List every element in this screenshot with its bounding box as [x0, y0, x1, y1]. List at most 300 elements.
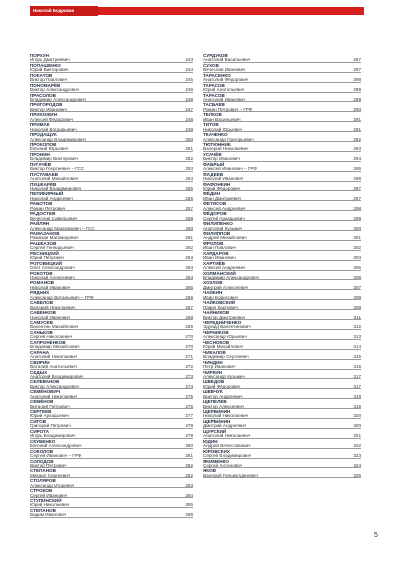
toc-entry	[30, 93, 193, 103]
entry-surname: ТАРАСЕНКО	[203, 72, 231, 78]
entry-surname: САМУСЕВ	[30, 320, 53, 326]
entry-surname: ХАРТИЁВ	[203, 260, 225, 266]
entry-surname: ХАРДАРОВ	[203, 250, 229, 256]
toc-entry	[30, 73, 193, 83]
entry-surname: ЧИНДИН	[203, 359, 223, 365]
entry-given-names: Иван Павлович	[203, 245, 236, 251]
entry-surname: ПОРХУН	[30, 53, 50, 58]
entry-given-names: Игорь Владимирович	[30, 433, 76, 439]
entry-given-names: Николай Алексеевич	[30, 274, 75, 280]
entry-page-number: 245	[185, 77, 193, 83]
entry-given-names: Николай Иванович	[203, 176, 244, 182]
entry-page-number: 297	[353, 195, 361, 201]
toc-entry	[203, 152, 361, 162]
toc-entry	[203, 399, 361, 409]
entry-surname: ЧЕСНОКОВ	[203, 339, 230, 345]
entry-given-names: Дмитрий Алексеевич	[203, 284, 249, 290]
entry-page-number: 311	[353, 314, 361, 320]
entry-surname: ТАРАСОВ	[203, 82, 225, 88]
toc-entry	[203, 251, 361, 261]
entry-surname: ЯКОВ	[203, 468, 216, 474]
entry-page-number: 273	[185, 373, 193, 379]
entry-surname: ЧАЙНИКОВ	[203, 310, 230, 316]
entry-surname: СТРОКОВ	[30, 488, 53, 494]
entry-given-names: Сергей Иванович	[30, 492, 68, 498]
toc-entry	[30, 83, 193, 93]
entry-given-names: Роман Петрович – ГРФ	[203, 106, 253, 112]
entry-given-names: Александр Юрьевич	[203, 334, 247, 340]
entry-surname: ШЕВЧУК	[203, 389, 223, 395]
entry-surname: ЧЕРНИКОВ	[203, 329, 229, 335]
entry-given-names: Павел Карпович	[203, 304, 238, 310]
entry-page-number: 286	[185, 512, 193, 518]
entry-page-number: 325	[353, 472, 361, 478]
entry-given-names: Анатолий Васильевич	[203, 57, 251, 63]
entry-given-names: Олег Александрович	[30, 265, 75, 271]
entry-page-number: 266	[185, 294, 193, 300]
entry-page-number: 264	[185, 265, 193, 271]
entry-given-names: Петр Иванович	[203, 364, 236, 369]
entry-given-names: Виктор Александрович	[30, 87, 80, 93]
entry-given-names: Рамазан Магомедович	[30, 235, 79, 241]
entry-given-names: Виталий Анатольевич	[30, 364, 77, 369]
entry-surname: ТИТОВ	[203, 122, 219, 128]
entry-page-number: 317	[353, 373, 361, 379]
toc-entry	[30, 498, 193, 508]
entry-page-number: 297	[353, 185, 361, 191]
entry-page-number: 271	[185, 354, 193, 360]
toc-entry	[203, 330, 361, 340]
entry-given-names: Валентин Михайлович	[30, 324, 79, 330]
entry-page-number: 309	[353, 304, 361, 310]
entry-page-number: 324	[353, 462, 361, 468]
entry-given-names: Юрий Фёдорович	[203, 383, 241, 389]
entry-surname: ФАФОНКИН	[203, 181, 231, 187]
entry-page-number: 316	[353, 364, 361, 369]
toc-entry	[203, 172, 361, 182]
entry-page-number: 318	[353, 393, 361, 399]
entry-given-names: Юрий Михайлович	[203, 344, 244, 350]
entry-page-number: 291	[353, 126, 361, 132]
toc-entry	[203, 162, 361, 172]
entry-page-number: 243	[185, 57, 193, 63]
entry-surname: ЩЕПЕЛЕВ	[203, 399, 227, 405]
entry-surname: РАДОСТЕВ	[30, 211, 56, 217]
entry-surname: РАШКАЗОВ	[30, 240, 57, 246]
entry-surname: ТАРАСОВ	[203, 92, 225, 98]
entry-page-number: 299	[353, 215, 361, 221]
entry-surname: СУРДУКОВ	[203, 53, 228, 58]
section-title: Николай Бодрикин	[30, 6, 98, 16]
entry-given-names: Дмитрий Андреевич	[203, 423, 247, 429]
entry-given-names: Виктор Иванович	[203, 156, 240, 162]
entry-surname: СЕЛЕВАНОВ	[30, 379, 60, 385]
entry-given-names: Анатолий Фёдорович	[203, 77, 249, 83]
entry-surname: СОКОЛОВ	[30, 448, 54, 454]
entry-given-names: Владимир Викторович	[30, 156, 78, 162]
entry-page-number: 305	[353, 265, 361, 271]
entry-page-number: 298	[353, 205, 361, 211]
entry-page-number: 320	[353, 423, 361, 429]
toc-entry	[203, 63, 361, 73]
entry-surname: САНЬКОВ	[30, 329, 53, 335]
entry-surname: РЕСНИЦКИЙ	[30, 250, 59, 256]
entry-surname: ФАДЕЕВ	[203, 171, 224, 177]
entry-surname: ЧАЙКОВСКИЙ	[203, 300, 236, 306]
toc-entry	[203, 211, 361, 221]
entry-page-number: 247	[185, 106, 193, 112]
entry-page-number: 314	[353, 344, 361, 350]
entry-given-names: Андрей Вячеславович	[203, 443, 251, 449]
toc-entry	[203, 468, 361, 478]
entry-page-number: 253	[185, 166, 193, 172]
toc-entry	[30, 389, 193, 399]
toc-entry	[30, 201, 193, 211]
entry-surname: ПУШКАРЁВ	[30, 181, 57, 187]
toc-entry	[30, 439, 193, 449]
entry-surname: ПЕПИКИРНЫЙ	[30, 191, 64, 197]
toc-entry	[203, 182, 361, 192]
entry-given-names: Вячеслав Савельевич	[30, 215, 78, 221]
entry-given-names: Вадим Иванович	[30, 512, 67, 518]
entry-surname: САПРОНЕНКОВ	[30, 339, 66, 345]
entry-surname: СВИРИН	[30, 359, 50, 365]
entry-surname: СЕРГЕЕВ	[30, 409, 52, 415]
entry-surname: САВЕНКОВ	[30, 310, 56, 316]
toc-entry	[203, 241, 361, 251]
entry-given-names: Николай Николаевич	[203, 413, 249, 419]
toc-entry	[30, 340, 193, 350]
entry-page-number: 255	[185, 185, 193, 191]
entry-page-number: 269	[185, 324, 193, 330]
entry-given-names: Иван Иванович	[203, 255, 236, 261]
entry-given-names: Эдуард Валентинович	[203, 324, 251, 330]
toc-entry	[30, 280, 193, 290]
entry-given-names: Валерий Гильмутдинович	[203, 472, 258, 478]
toc-entry	[30, 152, 193, 162]
entry-surname: УСАЧЁВ	[203, 151, 222, 157]
toc-entry	[30, 251, 193, 261]
entry-surname: ЧИКАЛОВ	[203, 349, 226, 355]
toc-entry	[30, 112, 193, 122]
entry-surname: ТАСБАЕВ	[203, 102, 225, 108]
toc-entry	[203, 439, 361, 449]
toc-entry	[30, 261, 193, 271]
toc-entry	[30, 271, 193, 281]
entry-page-number: 251	[185, 146, 193, 152]
entry-given-names: Алексей Андреевич	[203, 205, 246, 211]
toc-entry	[30, 488, 193, 498]
entry-given-names: Николай Иванович	[30, 314, 71, 320]
entry-given-names: Николай Юрьевич	[203, 126, 243, 132]
entry-page-number: 284	[185, 492, 193, 498]
entry-page-number: 262	[185, 245, 193, 251]
entry-given-names: Александр Витальевич – ГРФ	[30, 294, 94, 300]
entry-page-number: 246	[185, 87, 193, 93]
entry-page-number: 282	[185, 472, 193, 478]
entry-given-names: Владимир Сергеевич	[203, 354, 249, 360]
entry-page-number: 277	[185, 413, 193, 419]
entry-surname: ФИЛИПЕНКО	[203, 221, 233, 227]
page-number: 5	[374, 532, 378, 539]
toc-entry	[203, 300, 361, 310]
toc-entry	[30, 182, 193, 192]
toc-entry	[203, 231, 361, 241]
toc-entry	[203, 271, 361, 281]
entry-page-number: 312	[353, 324, 361, 330]
entry-given-names: Иван Борисович	[203, 294, 239, 300]
entry-surname: ФЁДИН	[203, 191, 220, 197]
toc-entry	[30, 231, 193, 241]
toc-entry	[203, 459, 361, 469]
entry-given-names: Анатолий Владимирович	[30, 373, 84, 379]
entry-given-names: Юрий Петрович	[30, 255, 64, 261]
entry-given-names: Виктор Иванович	[30, 106, 67, 112]
toc-entry	[203, 122, 361, 132]
entry-page-number: 248	[185, 116, 193, 122]
entry-given-names: Николай Владимирович	[30, 185, 82, 191]
toc-entry	[203, 280, 361, 290]
entry-surname: ПОНОМАРЁВ	[30, 82, 61, 88]
entry-given-names: Александр Владимирович	[30, 136, 87, 142]
entry-given-names: Юрий Фёдорович	[203, 185, 241, 191]
entry-page-number: 276	[185, 403, 193, 409]
entry-page-number: 287	[353, 67, 361, 73]
entry-page-number: 263	[185, 255, 193, 261]
entry-given-names: Андрей Михайлович	[203, 235, 247, 241]
entry-page-number: 244	[185, 67, 193, 73]
entry-page-number: 280	[185, 443, 193, 449]
entry-given-names: Валерий Николаевич	[203, 146, 249, 152]
entry-given-names: Владимир Александрович	[203, 274, 260, 280]
entry-page-number: 261	[185, 235, 193, 241]
toc-entry	[30, 162, 193, 172]
entry-given-names: Алексей Фёдорович	[30, 116, 73, 122]
toc-entry	[30, 370, 193, 380]
entry-surname: ПРИХОЖИН	[30, 112, 57, 118]
entry-given-names: Евгений Юрьевич	[30, 146, 69, 152]
entry-page-number: 317	[353, 383, 361, 389]
entry-given-names: Григорий Петрович	[30, 423, 71, 429]
entry-page-number: 246	[185, 96, 193, 102]
entry-given-names: Михаил Сергеевич	[30, 472, 71, 478]
entry-given-names: Виктор Андреевич	[203, 393, 243, 399]
entry-page-number: 320	[353, 413, 361, 419]
entry-surname: ФАБРЫЙ	[203, 161, 225, 167]
entry-given-names: Виктор Дмитриевич	[203, 314, 246, 320]
toc-entry	[203, 112, 361, 122]
entry-page-number: 291	[353, 116, 361, 122]
entry-surname: ФИЛИППОВ	[203, 231, 231, 237]
toc-entry	[203, 93, 361, 103]
entry-surname: ТЮТЮННИК	[203, 142, 231, 148]
entry-page-number: 258	[185, 215, 193, 221]
entry-surname: РОМАНОВ	[30, 280, 54, 286]
toc-entry	[30, 132, 193, 142]
entry-page-number: 260	[185, 225, 193, 231]
entry-given-names: Валерий Николаевич	[30, 304, 76, 310]
entry-given-names: Александр Кузьмич	[203, 373, 245, 379]
entry-page-number: 278	[185, 423, 193, 429]
entry-surname: САРАНА	[30, 349, 50, 355]
entry-surname: ФЁДОРОВ	[203, 211, 227, 217]
entry-given-names: Сергей Аркадьевич	[203, 215, 245, 221]
entry-surname: ПУГАЧЁВ	[30, 161, 52, 167]
entry-page-number: 283	[185, 482, 193, 488]
entry-page-number: 290	[353, 106, 361, 112]
entry-surname: ПОПАШЕНКО	[30, 62, 61, 68]
toc-entry	[30, 300, 193, 310]
entry-given-names: Виктор Павлович	[30, 77, 68, 83]
entry-given-names: Виктор Петрович	[30, 462, 67, 468]
entry-page-number: 296	[353, 176, 361, 182]
entry-page-number: 256	[185, 195, 193, 201]
entry-surname: ШВЕДОВ	[203, 379, 225, 385]
entry-given-names: Александр Игоревич	[30, 482, 75, 488]
toc-entry	[30, 399, 193, 409]
entry-surname: СИРОТА	[30, 428, 50, 434]
entry-given-names: Анатолий Кузьмич	[203, 225, 243, 231]
toc-entry	[203, 350, 361, 360]
entry-page-number: 282	[185, 462, 193, 468]
entry-page-number: 301	[353, 235, 361, 241]
toc-entry	[30, 419, 193, 429]
entry-page-number: 272	[185, 364, 193, 369]
toc-entry	[30, 409, 193, 419]
entry-surname: СТОЛЯРОВ	[30, 478, 56, 484]
toc-entry	[30, 241, 193, 251]
entry-surname: ТЕЛКОВ	[203, 112, 222, 118]
toc-entry	[30, 142, 193, 152]
entry-page-number: 319	[353, 403, 361, 409]
toc-entry	[203, 419, 361, 429]
entry-given-names: Владимир Александрович	[30, 96, 87, 102]
entry-page-number: 264	[185, 274, 193, 280]
entry-surname: СТУПИНСКИЙ	[30, 498, 62, 504]
toc-entry	[203, 429, 361, 439]
entry-surname: ФЕТИСОВ	[203, 201, 227, 207]
entry-page-number: 268	[185, 314, 193, 320]
toc-entry	[30, 63, 193, 73]
entry-page-number: 294	[353, 156, 361, 162]
entry-page-number: 265	[185, 284, 193, 290]
toc-entry	[203, 83, 361, 93]
toc-entry	[30, 468, 193, 478]
entry-page-number: 287	[353, 57, 361, 63]
toc-entry	[203, 261, 361, 271]
entry-surname: ПРИГОРОДОВ	[30, 102, 63, 108]
entry-surname: САВЕЛОВ	[30, 300, 54, 306]
toc-entry	[203, 221, 361, 231]
entry-given-names: Роман Петрович	[30, 205, 66, 211]
entry-page-number: 275	[185, 393, 193, 399]
entry-page-number: 257	[185, 205, 193, 211]
entry-surname: СЕМЁНОВ	[30, 399, 54, 405]
entry-given-names: Юрий Николаевич	[30, 502, 70, 508]
entry-surname: РАЙЛЯН	[30, 221, 50, 227]
entry-given-names: Сергей Антонович	[203, 462, 243, 468]
entry-page-number: 295	[353, 166, 361, 172]
entry-given-names: Александр Максимович – ГСС	[30, 225, 95, 231]
toc-entry	[203, 102, 361, 112]
toc-entry	[30, 330, 193, 340]
toc-entry	[203, 370, 361, 380]
entry-surname: СТЕПАНОВ	[30, 507, 56, 513]
entry-given-names: Анатолий Михайлович	[30, 176, 79, 182]
toc-entry	[30, 172, 193, 182]
entry-surname: РАБОТОВ	[30, 201, 53, 207]
entry-surname: ПРАСОЛОВ	[30, 92, 56, 98]
entry-page-number: 250	[185, 136, 193, 142]
entry-page-number: 293	[353, 146, 361, 152]
toc-entry	[203, 73, 361, 83]
toc-entry	[203, 409, 361, 419]
entry-surname: ПРОНИН	[30, 151, 50, 157]
entry-surname: ХОХЛОВ	[203, 280, 223, 286]
toc-entry	[203, 142, 361, 152]
entry-given-names: Анатолий Николаевич	[30, 393, 78, 399]
entry-given-names: Юрий Аркадьевич	[30, 413, 69, 419]
entry-surname: СКУБЕНКО	[30, 438, 56, 444]
entry-surname: ТКАЧЕНКО	[203, 132, 228, 138]
entry-page-number: 323	[353, 453, 361, 459]
entry-surname: СТЕПАНОВ	[30, 468, 56, 474]
entry-page-number: 254	[185, 176, 193, 182]
entry-surname: ЧАЙКИН	[203, 290, 223, 296]
toc-right-column	[203, 53, 361, 478]
entry-given-names: Александр Григорьевич	[203, 136, 254, 142]
entry-page-number: 267	[185, 304, 193, 310]
entry-page-number: 313	[353, 334, 361, 340]
toc-entry	[30, 320, 193, 330]
toc-entry	[30, 211, 193, 221]
entry-surname: РОГОВИЦКИЙ	[30, 260, 63, 266]
toc-entry	[203, 340, 361, 350]
entry-page-number: 289	[353, 96, 361, 102]
entry-surname: ЧИРКИН	[203, 369, 223, 375]
toc-entry	[30, 508, 193, 518]
toc-entry	[30, 379, 193, 389]
entry-page-number: 306	[353, 274, 361, 280]
toc-left-column	[30, 53, 193, 518]
toc-entry	[30, 360, 193, 370]
entry-surname: ХОЛМАНСКИЙ	[203, 270, 236, 276]
entry-given-names: Сергей Владимирович	[203, 453, 252, 459]
entry-surname: ЩУРСКИЙ	[203, 428, 227, 434]
toc-entry	[30, 53, 193, 63]
toc-entry	[30, 191, 193, 201]
entry-given-names: Сергей Иванович – ГРФ	[30, 453, 82, 459]
entry-surname: ЩЕРБИНИН	[203, 418, 231, 424]
entry-given-names: Иван Васильевич	[203, 116, 241, 122]
entry-page-number: 285	[185, 502, 193, 508]
entry-surname: ФРОЛОВ	[203, 240, 224, 246]
entry-given-names: Евгений Александрович	[30, 443, 82, 449]
entry-given-names: Алексей Андреевич	[203, 265, 246, 271]
entry-surname: СЕДЫХ	[30, 369, 48, 375]
entry-page-number: 303	[353, 255, 361, 261]
entry-surname: ЮДИН	[203, 438, 218, 444]
entry-given-names: Виктор Александрович	[30, 383, 80, 389]
toc-entry	[203, 389, 361, 399]
entry-page-number: 270	[185, 344, 193, 350]
entry-page-number: 274	[185, 383, 193, 389]
toc-entry	[30, 310, 193, 320]
entry-page-number: 292	[353, 136, 361, 142]
entry-page-number: 270	[185, 334, 193, 340]
toc-entry	[203, 320, 361, 330]
entry-surname: СУХОВ	[203, 62, 219, 68]
